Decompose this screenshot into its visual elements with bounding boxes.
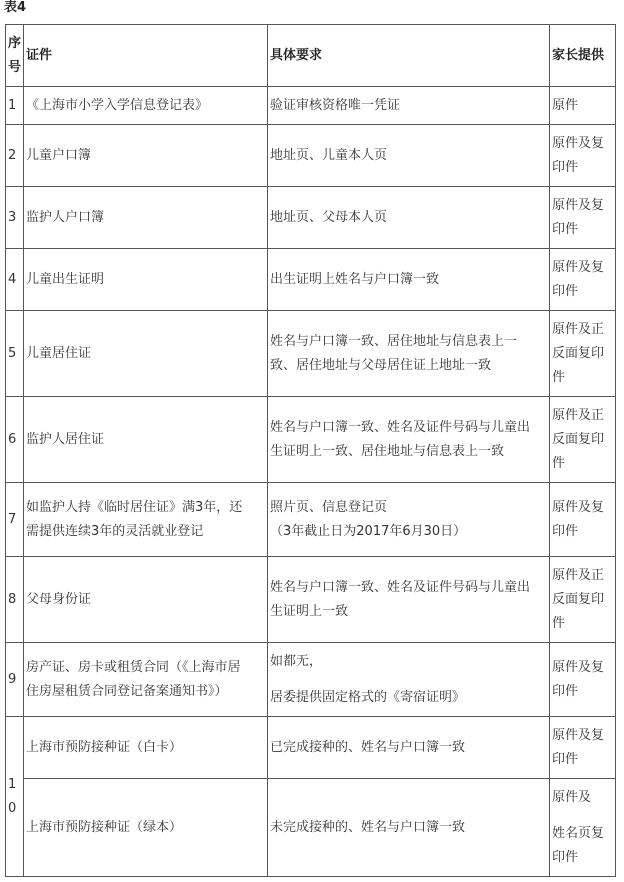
- header-requirements: 具体要求: [268, 25, 550, 87]
- header-parent-provides: 家长提供: [550, 25, 616, 87]
- row-requirement: 地址页、父母本人页: [268, 187, 550, 249]
- table-row: [6, 397, 616, 483]
- row-requirement: 验证审核资格唯一凭证: [268, 87, 550, 125]
- row-document: 上海市预防接种证（白卡）: [24, 717, 268, 779]
- requirements-table: [5, 24, 616, 877]
- row-number: 2: [6, 125, 24, 187]
- row-requirement: 出生证明上姓名与户口簿一致: [268, 249, 550, 311]
- row-parent-provides: 原件及复 印件: [550, 125, 616, 187]
- table-row: [6, 311, 616, 397]
- row-number: 4: [6, 249, 24, 311]
- table-row: [6, 557, 616, 643]
- row-parent-provides: 原件及复 印件: [550, 717, 616, 779]
- row-number: 7: [6, 483, 24, 557]
- row-document: 《上海市小学入学信息登记表》: [24, 87, 268, 125]
- table-caption: 表4: [4, 0, 27, 15]
- row-number: 1: [6, 87, 24, 125]
- table-header-row: [6, 25, 616, 87]
- row-parent-provides: 原件及复 印件: [550, 643, 616, 717]
- row-requirement: 姓名与户口簿一致、姓名及证件号码与儿童出 生证明上一致: [268, 557, 550, 643]
- table-row: [6, 187, 616, 249]
- row-number: 10: [6, 717, 24, 877]
- row-number: 6: [6, 397, 24, 483]
- row-number: 9: [6, 643, 24, 717]
- row-document: 儿童出生证明: [24, 249, 268, 311]
- row-parent-provides: 原件及 姓名页复 印件: [550, 779, 616, 877]
- row-document: 房产证、房卡或租赁合同（《上海市居 住房屋租赁合同登记备案通知书》）: [24, 643, 268, 717]
- row-parent-provides: 原件及复 印件: [550, 249, 616, 311]
- row-parent-provides: 原件: [550, 87, 616, 125]
- row-requirement: 姓名与户口簿一致、居住地址与信息表上一 致、居住地址与父母居住证上地址一致: [268, 311, 550, 397]
- table-row: [6, 779, 616, 877]
- row-parent-provides: 原件及正 反面复印 件: [550, 311, 616, 397]
- row-document: 儿童户口簿: [24, 125, 268, 187]
- row-document: 上海市预防接种证（绿本）: [24, 779, 268, 877]
- row-requirement: 地址页、儿童本人页: [268, 125, 550, 187]
- row-number: 5: [6, 311, 24, 397]
- header-seq: 序 号: [6, 25, 24, 87]
- header-document: 证件: [24, 25, 268, 87]
- table-row: [6, 87, 616, 125]
- row-parent-provides: 原件及正 反面复印 件: [550, 557, 616, 643]
- table-row: [6, 249, 616, 311]
- table-row: [6, 125, 616, 187]
- row-requirement: 如都无， 居委提供固定格式的《寄宿证明》: [268, 643, 550, 717]
- row-number: 8: [6, 557, 24, 643]
- table-row: [6, 643, 616, 717]
- row-document: 儿童居住证: [24, 311, 268, 397]
- row-document: 监护人居住证: [24, 397, 268, 483]
- row-parent-provides: 原件及复 印件: [550, 483, 616, 557]
- row-requirement: 未完成接种的、姓名与户口簿一致: [268, 779, 550, 877]
- row-document: 如监护人持《临时居住证》满3年，还 需提供连续3年的灵活就业登记: [24, 483, 268, 557]
- table-row: [6, 717, 616, 779]
- row-document: 监护人户口簿: [24, 187, 268, 249]
- row-parent-provides: 原件及复 印件: [550, 187, 616, 249]
- row-parent-provides: 原件及正 反面复印 件: [550, 397, 616, 483]
- row-number: 3: [6, 187, 24, 249]
- row-requirement: 已完成接种的、姓名与户口簿一致: [268, 717, 550, 779]
- row-document: 父母身份证: [24, 557, 268, 643]
- table-row: [6, 483, 616, 557]
- row-requirement: 照片页、信息登记页 （3年截止日为2017年6月30日）: [268, 483, 550, 557]
- row-requirement: 姓名与户口簿一致、姓名及证件号码与儿童出 生证明上一致、居住地址与信息表上一致: [268, 397, 550, 483]
